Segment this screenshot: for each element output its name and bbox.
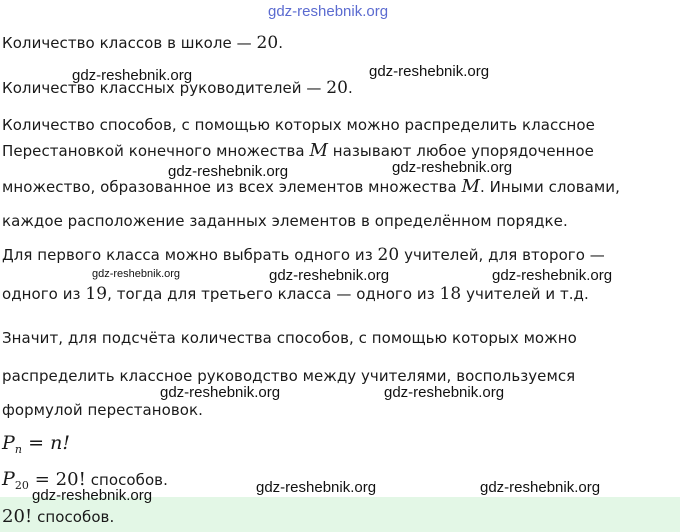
answer-line: [2, 506, 114, 528]
answer-text: способов.: [32, 508, 115, 526]
math-number: 20: [256, 33, 279, 53]
watermark: gdz-reshebnik.org: [32, 487, 153, 504]
text: , тогда для третьего класса — одного из: [107, 285, 440, 303]
watermark-small: gdz-reshebnik.org: [92, 268, 181, 280]
watermark: gdz-reshebnik.org: [480, 479, 601, 496]
text-line-classes-count: [2, 33, 283, 53]
text: называют любое упорядоченное: [327, 142, 594, 160]
watermark: gdz-reshebnik.org: [492, 267, 613, 284]
text: Для первого класса можно выбрать одного из: [2, 246, 378, 264]
text-line-first-class: [2, 245, 605, 265]
watermark: gdz-reshebnik.org: [256, 479, 377, 496]
formula-permutation: [2, 432, 70, 461]
math-number: 20: [377, 245, 400, 265]
math-variable: M: [309, 140, 328, 161]
math-number: 18: [439, 284, 462, 304]
text: учителей и т.д.: [461, 285, 589, 303]
text: одного из: [2, 285, 86, 303]
text: Перестановкой конечного множества: [2, 142, 310, 160]
watermark: gdz-reshebnik.org: [392, 159, 513, 176]
math-number: 19: [85, 284, 108, 304]
watermark-top: gdz-reshebnik.org: [268, 3, 389, 20]
text-line-teachers-count: [2, 78, 353, 98]
watermark: gdz-reshebnik.org: [384, 384, 505, 401]
text-line-permutation-def-cont: [2, 177, 620, 197]
math-subscript: 20: [14, 479, 29, 492]
answer-value: 20!: [2, 506, 33, 527]
watermark: gdz-reshebnik.org: [369, 63, 490, 80]
text: множество, образованное из всех элементов множества: [2, 178, 462, 196]
math-symbol: P: [2, 432, 15, 454]
text: Количество классных руководителей —: [2, 79, 327, 97]
text: способов.: [85, 471, 168, 489]
math-expression: = n!: [21, 432, 71, 454]
text: .: [278, 34, 284, 52]
text-line-ways-count: Количество способов, с помощью которых можно распределить классное: [2, 116, 595, 134]
text-line-next-classes: [2, 284, 589, 304]
math-symbol: P: [2, 468, 15, 490]
text: .: [348, 79, 353, 97]
text: учителей, для второго —: [399, 246, 605, 264]
watermark: gdz-reshebnik.org: [269, 267, 390, 284]
text: . Иными словами,: [479, 178, 620, 196]
text: Количество классов в школе —: [2, 34, 257, 52]
text-line-permutation-def-end: каждое расположение заданных элементов в определённом порядке.: [2, 212, 568, 230]
math-number: 20: [326, 78, 349, 98]
watermark: gdz-reshebnik.org: [160, 384, 281, 401]
text-line-conclusion-cont: распределить классное руководство между учителями, воспользуемся: [2, 367, 576, 385]
text-line-conclusion: Значит, для подсчёта количества способов, с помощью которых можно: [2, 329, 577, 347]
math-expression: = 20!: [28, 469, 86, 490]
text-line-permutation-def: [2, 141, 594, 161]
watermark: gdz-reshebnik.org: [72, 67, 193, 84]
math-variable: M: [461, 176, 480, 197]
watermark: gdz-reshebnik.org: [168, 163, 289, 180]
text-line-formula-intro: формулой перестановок.: [2, 401, 203, 419]
math-subscript: n: [14, 443, 22, 456]
